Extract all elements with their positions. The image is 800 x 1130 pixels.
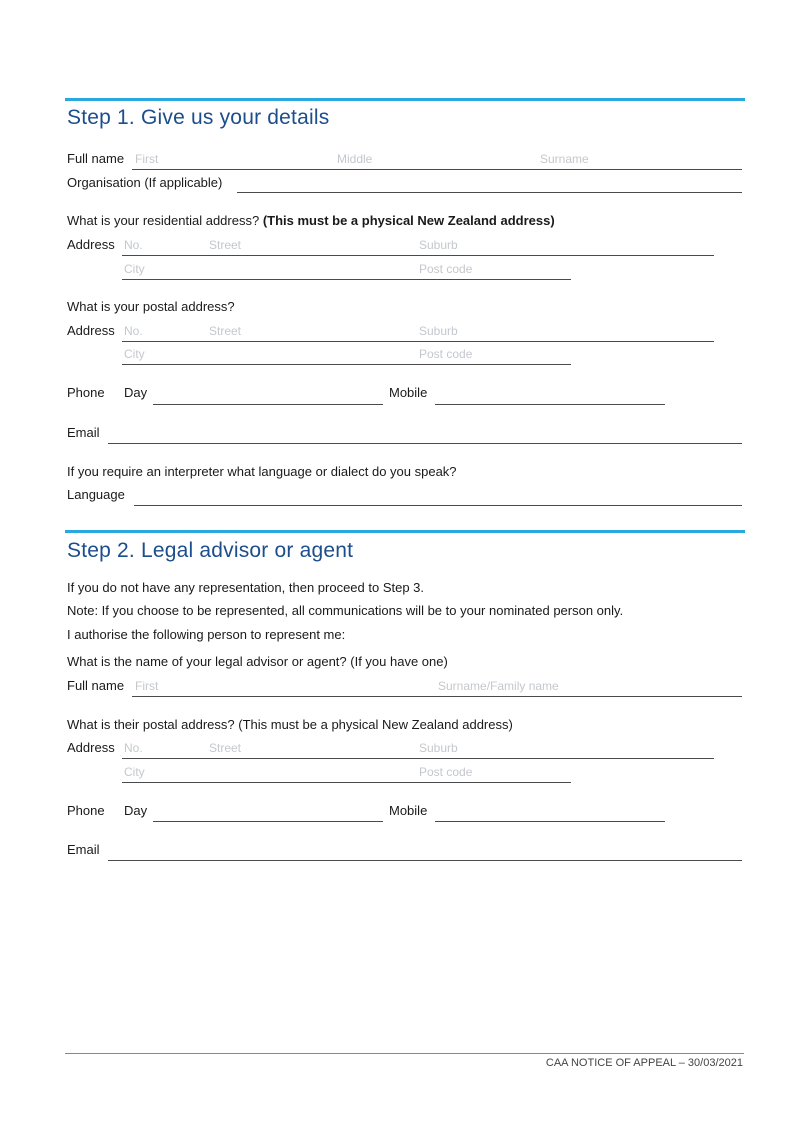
email-label: Email xyxy=(67,425,100,440)
residential-no-placeholder: No. xyxy=(124,238,143,252)
middle-name-placeholder: Middle xyxy=(337,152,373,166)
full-name-label: Full name xyxy=(67,151,125,166)
advisor-first-placeholder: First xyxy=(135,679,159,693)
residential-street-placeholder: Street xyxy=(209,238,242,252)
advisor-email-label: Email xyxy=(67,842,100,857)
postal-street-field[interactable] xyxy=(122,341,714,342)
language-label: Language xyxy=(67,487,125,502)
step1-heading: Step 1. Give us your details xyxy=(67,106,330,129)
day-label: Day xyxy=(124,385,148,400)
full-name-field[interactable] xyxy=(132,169,742,170)
footer-text: CAA NOTICE OF APPEAL – 30/03/2021 xyxy=(545,1057,743,1069)
organisation-label: Organisation (If applicable) xyxy=(67,175,223,190)
first-name-placeholder: First xyxy=(135,152,159,166)
postal-street-placeholder: Street xyxy=(209,324,242,338)
residential-address-note: (This must be a physical New Zealand address) xyxy=(262,213,555,228)
advisor-street-placeholder: Street xyxy=(209,741,242,755)
mobile-phone-field[interactable] xyxy=(435,404,665,405)
advisor-city-field[interactable] xyxy=(122,782,571,783)
advisor-email-field[interactable] xyxy=(108,860,742,861)
step2-heading: Step 2. Legal advisor or agent xyxy=(67,539,354,562)
residential-city-placeholder: City xyxy=(124,262,145,276)
postal-address-label: Address xyxy=(67,323,115,338)
advisor-street-field[interactable] xyxy=(122,758,714,759)
step1-rule xyxy=(65,98,745,101)
postal-no-placeholder: No. xyxy=(124,324,143,338)
residential-postcode-placeholder: Post code xyxy=(419,262,473,276)
advisor-postcode-placeholder: Post code xyxy=(419,765,473,779)
postal-address-question: What is your postal address? xyxy=(67,299,235,314)
advisor-no-placeholder: No. xyxy=(124,741,143,755)
advisor-name-question: What is the name of your legal advisor or agent? (If you have one) xyxy=(67,654,448,669)
postal-city-placeholder: City xyxy=(124,347,145,361)
advisor-city-placeholder: City xyxy=(124,765,145,779)
postal-postcode-placeholder: Post code xyxy=(419,347,473,361)
advisor-mobile-label: Mobile xyxy=(389,803,428,818)
residential-address-question: What is your residential address? (This must be a physical New Zealand address) xyxy=(67,213,555,228)
advisor-full-name-label: Full name xyxy=(67,678,125,693)
footer-rule xyxy=(65,1053,744,1054)
residential-address-label: Address xyxy=(67,237,115,252)
postal-city-field[interactable] xyxy=(122,364,571,365)
representation-note: Note: If you choose to be represented, all communications will be to your nominated person only. xyxy=(67,603,624,618)
advisor-postal-question: What is their postal address? (This must be a physical New Zealand address) xyxy=(67,717,513,732)
postal-suburb-placeholder: Suburb xyxy=(419,324,458,338)
residential-suburb-placeholder: Suburb xyxy=(419,238,458,252)
advisor-phone-label: Phone xyxy=(67,803,105,818)
interpreter-question: If you require an interpreter what language or dialect do you speak? xyxy=(67,464,457,479)
email-field[interactable] xyxy=(108,443,742,444)
language-field[interactable] xyxy=(134,505,742,506)
advisor-suburb-placeholder: Suburb xyxy=(419,741,458,755)
advisor-surname-placeholder: Surname/Family name xyxy=(438,679,559,693)
phone-label: Phone xyxy=(67,385,105,400)
advisor-full-name-field[interactable] xyxy=(132,696,742,697)
residential-city-field[interactable] xyxy=(122,279,571,280)
advisor-address-label: Address xyxy=(67,740,115,755)
residential-street-field[interactable] xyxy=(122,255,714,256)
organisation-field[interactable] xyxy=(237,192,742,193)
step2-rule xyxy=(65,530,745,533)
advisor-day-label: Day xyxy=(124,803,148,818)
no-representation-text: If you do not have any representation, then proceed to Step 3. xyxy=(67,580,425,595)
authorise-text: I authorise the following person to represent me: xyxy=(67,627,346,642)
advisor-day-phone-field[interactable] xyxy=(153,821,383,822)
mobile-label: Mobile xyxy=(389,385,428,400)
surname-placeholder: Surname xyxy=(540,152,589,166)
advisor-mobile-phone-field[interactable] xyxy=(435,821,665,822)
day-phone-field[interactable] xyxy=(153,404,383,405)
